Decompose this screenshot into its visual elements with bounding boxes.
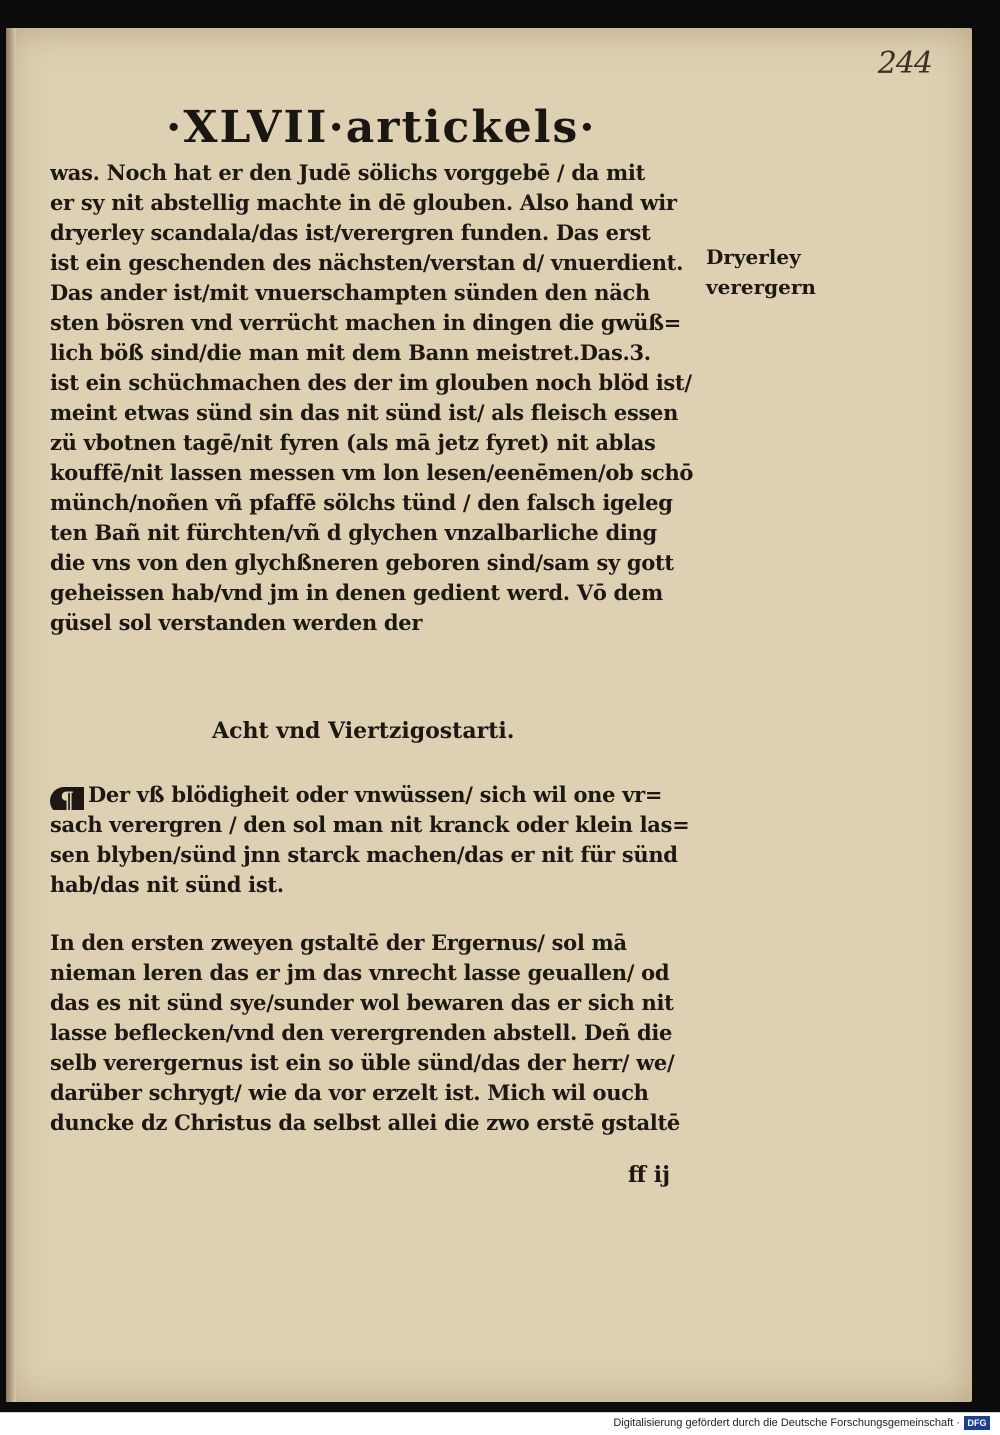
text-line: Das ander ist/mit vnuerschampten sünden den näch: [50, 280, 650, 305]
margin-note: Dryerley: [706, 245, 801, 269]
text-line: [50, 780, 730, 810]
funding-credit: Digitalisierung gefördert durch die Deutsche Forschungsgemeinschaft ·: [613, 1417, 960, 1429]
text-line: ist ein schüchmachen des der im glouben noch blöd ist/: [50, 370, 692, 395]
text-line: sen blyben/sünd jnn starck machen/das er nit für sünd: [50, 842, 678, 867]
text-line: die vns von den glychßneren geboren sind/sam sy gott: [50, 550, 674, 575]
paragraph-mark-icon: ¶: [50, 787, 84, 810]
text-line: geheissen hab/vnd jm in denen gedient werd. Vō dem: [50, 580, 663, 605]
main-text-block: [50, 158, 730, 638]
margin-note: verergern: [706, 275, 816, 299]
text-line: lich böß sind/die man mit dem Bann meistret.Das.3.: [50, 340, 651, 365]
paragraph-second: [50, 780, 730, 900]
text-line: er sy nit abstellig machte in dē glouben. Also hand wir: [50, 190, 677, 215]
margin-notes: [706, 242, 816, 302]
text-line: nieman leren das er jm das vnrecht lasse geuallen/ od: [50, 960, 670, 985]
footer-bar: [0, 1412, 1000, 1435]
page-binding-edge: [6, 28, 16, 1402]
page-heading: ·XLVII·artickels·: [166, 102, 597, 153]
paragraph-third: [50, 928, 730, 1138]
text-line: ist ein geschenden des nächsten/verstan d/ vnuerdient.: [50, 250, 684, 275]
section-title: Acht vnd Viertzigostarti.: [212, 718, 515, 744]
text-line: güsel sol verstanden werden der: [50, 610, 423, 635]
text-line-content: Der vß blödigheit oder vnwüssen/ sich wil one vr=: [88, 782, 663, 807]
text-line: darüber schrygt/ wie da vor erzelt ist. Mich wil ouch: [50, 1080, 649, 1105]
text-line: In den ersten zweyen gstaltē der Ergernus/ sol mā: [50, 930, 627, 955]
text-line: münch/noñen vñ pfaffē sölchs tünd / den falsch igeleg: [50, 490, 673, 515]
text-line: sten bösren vnd verrücht machen in dingen die gwüß=: [50, 310, 682, 335]
text-line: sach verergren / den sol man nit kranck oder klein las=: [50, 812, 690, 837]
text-line: zü vbotnen tagē/nit fyren (als mā jetz fyret) nit ablas: [50, 430, 656, 455]
text-line: lasse beflecken/vnd den verergrenden abstell. Deñ die: [50, 1020, 673, 1045]
text-line: das es nit sünd sye/sunder wol bewaren das er sich nit: [50, 990, 674, 1015]
text-line: dryerley scandala/das ist/verergren funden. Das erst: [50, 220, 651, 245]
text-line: was. Noch hat er den Judē sölichs vorggebē / da mit: [50, 160, 646, 185]
text-line: duncke dz Christus da selbst allei die zwo erstē gstaltē: [50, 1110, 680, 1135]
dfg-logo-icon: DFG: [964, 1416, 990, 1430]
text-line: ten Bañ nit fürchten/vñ d glychen vnzalbarliche ding: [50, 520, 657, 545]
document-page: [6, 28, 972, 1402]
text-line: kouffē/nit lassen messen vm lon lesen/eenēmen/ob schō: [50, 460, 694, 485]
page-number: 244: [877, 46, 932, 81]
text-line: hab/das nit sünd ist.: [50, 872, 284, 897]
text-line: meint etwas sünd sin das nit sünd ist/ als fleisch essen: [50, 400, 679, 425]
signature-mark: ff ij: [628, 1162, 671, 1188]
text-line: selb verergernus ist ein so üble sünd/das der herr/ we/: [50, 1050, 675, 1075]
